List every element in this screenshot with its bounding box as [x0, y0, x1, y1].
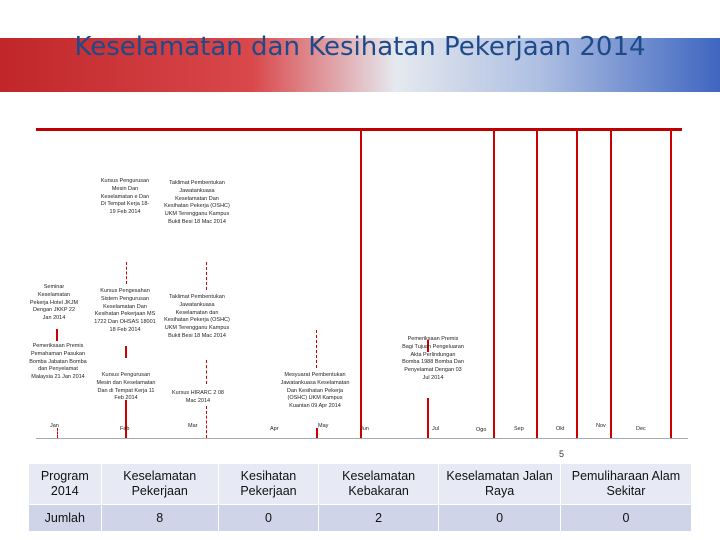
month-label: Jan	[50, 423, 59, 429]
event-note: Kursus Pengesahan Sistem Pengurusan Keselamatan Dan Kesihatan Pekerjaan MS 1722 Dan OHSAS 18001 18 Feb 2014	[94, 288, 156, 333]
month-label: Jun	[360, 426, 369, 432]
event-note: Kursus Pengurusan Mesin Dan Keselamatan e Dan Di Tempat Kerja 18-19 Feb 2014	[100, 178, 150, 216]
table-row	[29, 464, 692, 505]
connector-line	[610, 130, 612, 438]
month-label: Feb	[120, 426, 130, 432]
event-note: Taklimat Pembentukan Jawatankuasa Keselamatan Dan Kesihatan Pekerja (OSHC) UKM Terengganu Kampus Bukit Besi 18 Mac 2014	[164, 180, 230, 225]
connector-line	[57, 428, 58, 438]
connector-line	[427, 398, 429, 438]
connector-line	[56, 329, 58, 341]
connector-line	[206, 262, 207, 290]
event-note: Mesyuarat Pembentukan Jawatankuasa Keselamatan Dan Kesihatan Pekerja (OSHC) UKM Kampus Kuantan 09 Apr 2014	[280, 372, 350, 410]
table-cell: 8	[101, 505, 218, 532]
table-header-cell: Keselamatan Kebakaran	[319, 464, 439, 505]
event-note: Taklimat Pembentukan Jawatankuasa Keselamatan dan Kesihatan Pekerja (OSHC) UKM Terengganu Kampus Bukit Besi 18 Mac 2014	[164, 294, 230, 339]
table-cell: 0	[218, 505, 318, 532]
connector-line	[206, 406, 207, 438]
connector-line	[536, 130, 538, 438]
table-cell: 0	[439, 505, 561, 532]
month-label: Sep	[514, 426, 524, 432]
table-cell: Jumlah	[29, 505, 102, 532]
table-header-cell: Pemuliharaan Alam Sekitar	[560, 464, 691, 505]
event-note: Kursus Pengurusan Mesin dan Keselamatan Dan di Tempat Kerja 11 Feb 2014	[96, 372, 156, 402]
month-label: Apr	[270, 426, 279, 432]
connector-line	[670, 130, 672, 438]
table-cell: 0	[560, 505, 691, 532]
table-header-cell: Keselamatan Jalan Raya	[439, 464, 561, 505]
month-label: Jul	[432, 426, 440, 432]
connector-line	[206, 360, 207, 384]
page-number: 5	[559, 449, 565, 459]
table-header-cell: Keselamatan Pekerjaan	[101, 464, 218, 505]
connector-line	[125, 400, 127, 438]
month-label: Okt	[556, 426, 565, 432]
month-label: May	[318, 423, 329, 429]
connector-line	[316, 428, 318, 438]
month-label: Dec	[636, 426, 646, 432]
month-label: Ogo	[476, 427, 487, 433]
event-note: Kursus HIRARC 2 08 Mac 2014	[172, 390, 224, 404]
connector-line	[125, 346, 127, 358]
connector-line	[316, 330, 317, 368]
connector-line	[360, 130, 362, 438]
table-cell: 2	[319, 505, 439, 532]
table-row	[29, 505, 692, 532]
connector-line	[576, 130, 578, 438]
month-label: Mar	[188, 423, 198, 429]
event-note: Seminar Keselamatan Pekerja Hotel JKJM Dengan JKKP 22 Jan 2014	[29, 284, 79, 322]
event-note: Pemeriksaan Premis Pemahaman Pasukan Bomba Jabatan Bomba dan Penyelamat Malaysia 21 Jan 2014	[29, 343, 87, 381]
summary-table	[28, 463, 692, 532]
connector-line	[126, 262, 127, 284]
event-note: Pemeriksaan Premis Bagi Tujuan Pengeluaran Akta Perlindungan Bomba 1988 Bomba Dan Penyelamat Dengan 03 Jul 2014	[402, 336, 464, 381]
table-header-cell: Program 2014	[29, 464, 102, 505]
timeline-top-line	[36, 128, 682, 131]
month-label: Nov	[596, 423, 606, 429]
page-title: Keselamatan dan Kesihatan Pekerjaan 2014	[74, 32, 646, 62]
timeline-axis	[36, 438, 688, 439]
connector-line	[493, 130, 495, 438]
table-header-cell: Kesihatan Pekerjaan	[218, 464, 318, 505]
